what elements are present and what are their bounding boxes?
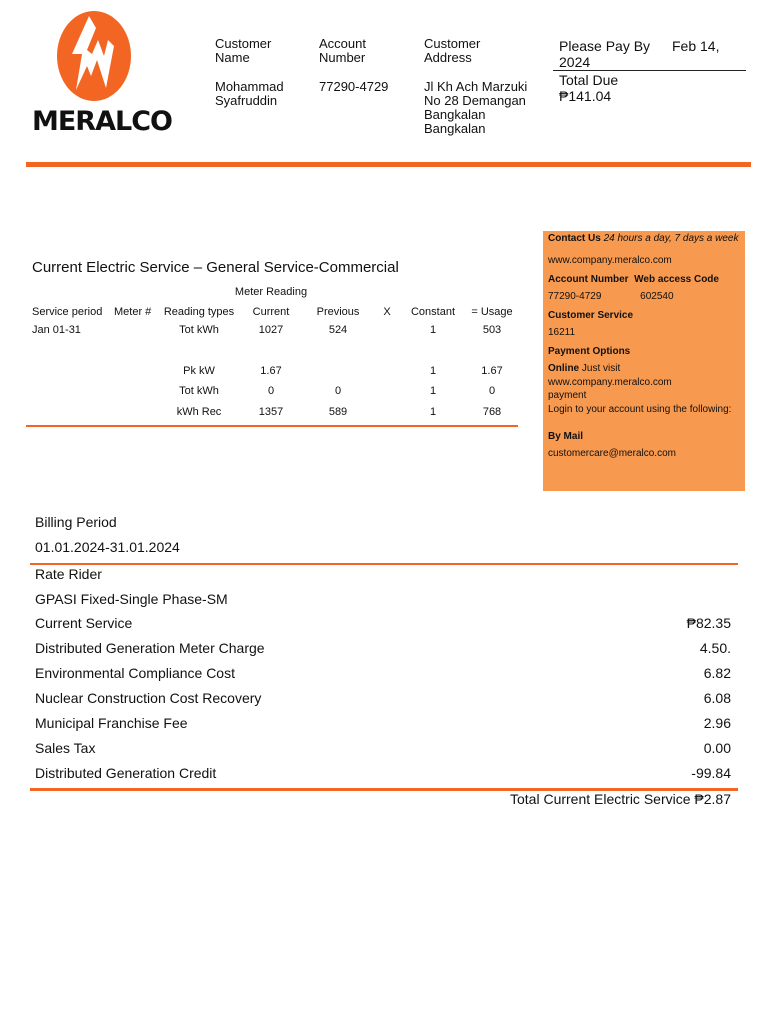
billing-period-value: 01.01.2024-31.01.2024 [35, 539, 180, 555]
meter-table [0, 306, 520, 436]
charge-amount: 2.96 [703, 715, 731, 731]
cell-period: Jan 01-31 [32, 324, 81, 336]
account-access-labels [548, 273, 740, 286]
cell-current: 1027 [258, 324, 284, 336]
online-line [548, 362, 740, 375]
customer-name: Mohammad Syafruddin [215, 79, 284, 108]
charge-amount: -99.84 [691, 765, 731, 781]
billing-divider [30, 563, 738, 565]
cell-constant: 1 [429, 365, 437, 377]
total-due-label: Total Due [559, 72, 619, 88]
sidebar-account-number: 77290-4729 [548, 291, 602, 302]
billing-period-label: Billing Period [35, 514, 117, 530]
mail-address[interactable]: customercare@meralco.com [548, 448, 676, 459]
meter-table-header [0, 306, 520, 320]
charge-amount: 6.82 [703, 665, 731, 681]
web-access-label: Web access Code [634, 274, 719, 285]
account-number-label: Account Number [319, 36, 366, 65]
online-label: Online [548, 363, 580, 374]
cell-constant: 1 [429, 406, 437, 418]
service-title-type: General Service-Commercial [206, 259, 399, 276]
customer-service-number: 16211 [548, 327, 576, 338]
account-access-values [548, 290, 740, 303]
contact-us-line [548, 232, 740, 245]
charge-amount: 6.08 [703, 690, 731, 706]
charge-label: Environmental Compliance Cost [35, 665, 235, 681]
cell-current: 1.67 [260, 365, 282, 377]
meter-reading-label: Meter Reading [234, 286, 308, 298]
pay-by-date-month: Feb 14, [672, 38, 720, 54]
charge-row [35, 765, 731, 783]
charge-label: Nuclear Construction Cost Recovery [35, 690, 262, 706]
cell-type: Pk kW [183, 365, 215, 377]
col-meter: Meter # [114, 306, 152, 318]
charge-row [35, 740, 731, 758]
total-due-amount: ₱141.04 [559, 88, 612, 104]
charge-label: Municipal Franchise Fee [35, 715, 188, 731]
rate-rider-label: Rate Rider [35, 566, 102, 582]
col-reading-types: Reading types [163, 306, 235, 318]
charge-row [35, 690, 731, 708]
charge-row [35, 615, 731, 633]
col-x: X [383, 306, 391, 318]
total-amount: ₱2.87 [694, 791, 731, 807]
cell-type: kWh Rec [176, 406, 222, 418]
cell-usage: 503 [482, 324, 502, 336]
customer-name-label: Customer Name [215, 36, 272, 65]
contact-hours: 24 hours a day, 7 days a week [603, 233, 739, 244]
by-mail-label: By Mail [548, 431, 584, 442]
table-row [0, 365, 520, 379]
table-row [0, 324, 520, 338]
customer-address: Jl Kh Ach Marzuki No 28 Demangan Bangkalan Bangkalan [424, 79, 528, 136]
rate-rider-value: GPASI Fixed-Single Phase-SM [35, 591, 228, 607]
charge-label: Distributed Generation Credit [35, 765, 217, 781]
pay-by-label: Please Pay By [559, 38, 651, 54]
pay-by-date-year: 2024 [559, 54, 591, 70]
contact-us-label: Contact Us [548, 233, 601, 244]
charge-label: Sales Tax [35, 740, 96, 756]
cell-previous: 0 [334, 385, 342, 397]
col-constant: Constant [410, 306, 456, 318]
total-current-service [510, 791, 731, 807]
brand-name: MERALCO [32, 106, 172, 137]
customer-service-label: Customer Service [548, 310, 634, 321]
cell-current: 1357 [258, 406, 284, 418]
web-access-code: 602540 [640, 291, 674, 302]
charge-label: Current Service [35, 615, 133, 631]
charge-row [35, 715, 731, 733]
cell-constant: 1 [429, 324, 437, 336]
col-service-period: Service period [32, 306, 103, 318]
charge-amount: 4.50. [699, 640, 731, 656]
total-label: Total Current Electric Service [510, 791, 691, 807]
cell-previous: 524 [328, 324, 348, 336]
account-number: 77290-4729 [319, 79, 389, 94]
col-usage: = Usage [471, 306, 513, 318]
cell-usage: 0 [488, 385, 496, 397]
payment-options-label: Payment Options [548, 346, 631, 357]
online-text: Just visit [581, 363, 621, 374]
sidebar-account-number-label: Account Number [548, 274, 629, 285]
cell-type: Tot kWh [179, 324, 219, 336]
online-url[interactable]: www.company.meralco.com [548, 377, 672, 388]
charge-amount: 0.00 [703, 740, 731, 756]
online-payment: payment [548, 390, 587, 401]
cell-type: Tot kWh [179, 385, 219, 397]
service-title [32, 259, 399, 276]
service-title-prefix: Current Electric Service – [32, 259, 203, 276]
contact-sidebar [543, 231, 745, 491]
cell-constant: 1 [429, 385, 437, 397]
charge-row [35, 665, 731, 683]
charge-row [35, 640, 731, 658]
pay-divider [553, 70, 746, 71]
charge-label: Distributed Generation Meter Charge [35, 640, 265, 656]
table-row [0, 406, 520, 420]
col-previous: Previous [316, 306, 360, 318]
cell-current: 0 [267, 385, 275, 397]
charge-amount: ₱82.35 [686, 615, 731, 631]
meralco-logo-icon [56, 10, 132, 102]
cell-usage: 768 [482, 406, 502, 418]
customer-address-label: Customer Address [424, 36, 481, 65]
col-current: Current [252, 306, 290, 318]
online-login: Login to your account using the following: [548, 404, 732, 415]
cell-usage: 1.67 [481, 365, 503, 377]
meter-table-divider [26, 425, 518, 427]
cell-previous: 589 [328, 406, 348, 418]
table-row [0, 385, 520, 399]
header-divider [26, 162, 751, 167]
contact-website[interactable]: www.company.meralco.com [548, 255, 672, 266]
